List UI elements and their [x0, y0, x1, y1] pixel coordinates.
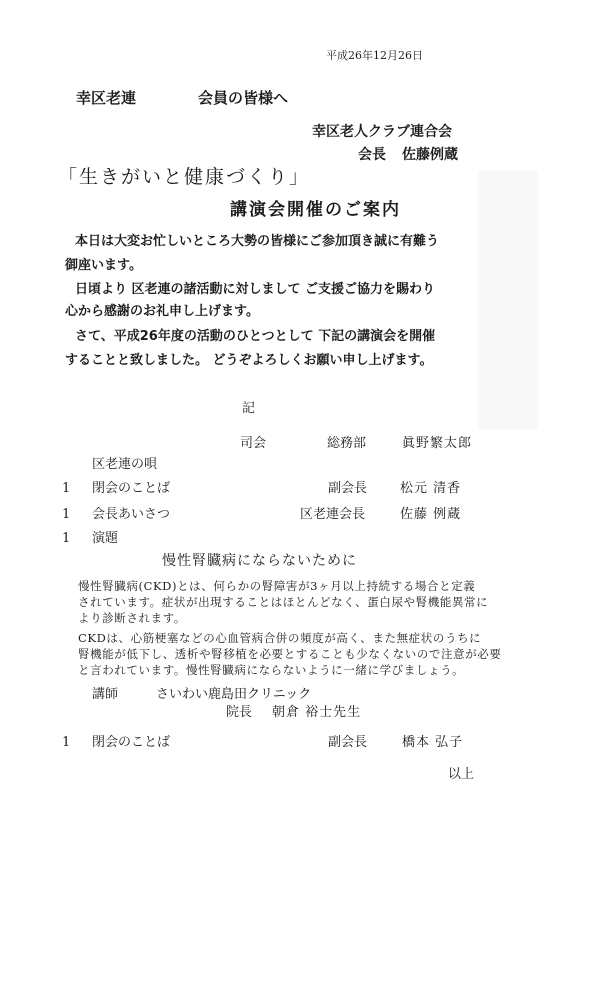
program-1-name: 松元 清香 — [400, 481, 462, 496]
addressee-org: 幸区老連 — [76, 89, 137, 107]
program-2-num: 1 — [62, 507, 71, 522]
sender-org: 幸区老人クラブ連合会 — [312, 124, 452, 140]
sender-role: 会長 — [358, 147, 386, 163]
lecture-p2-line-1: CKDは、心筋梗塞などの心血管病合併の頻度が高く、また無症状のうちに — [78, 631, 482, 645]
closing-name: 橋本 弘子 — [402, 735, 464, 750]
lecture-paragraph-1 — [78, 578, 538, 626]
program-2-role: 区老連会長 — [300, 507, 366, 522]
program-2-name: 佐藤 例蔵 — [400, 507, 462, 522]
body-line-6: することと致しました。 どうぞよろしくお願い申し上げます。 — [65, 353, 433, 368]
lecture-topic: 慢性腎臓病にならないために — [162, 553, 357, 569]
body-line-1: 本日は大変お忙しいところ大勢の皆様にご参加頂き誠に有難う — [75, 234, 440, 249]
lecture-paragraph-2 — [78, 630, 538, 678]
program-2-item: 会長あいさつ — [92, 507, 171, 522]
host-dept: 総務部 — [327, 436, 367, 451]
program-3-item: 演題 — [92, 531, 119, 546]
lecture-p2-line-2: 腎機能が低下し、透析や腎移植を必要とすることも少なくないので注意が必要 — [78, 647, 502, 661]
host-label: 司会 — [240, 436, 267, 451]
lecturer-name: 朝倉 裕士先生 — [272, 705, 362, 720]
program-1-item: 閉会のことば — [92, 481, 171, 496]
sender-name: 佐藤例蔵 — [402, 147, 458, 163]
closing-num: 1 — [62, 735, 71, 750]
body-line-3: 日頃より 区老連の諸活動に対しまして ご支援ご協力を賜わり — [75, 282, 436, 297]
title-theme: 「生きがいと健康づくり」 — [58, 166, 311, 188]
host-name: 眞野繁太郎 — [402, 436, 473, 451]
lecturer-title: 院長 — [226, 705, 253, 720]
title-main: 講演会開催のご案内 — [230, 200, 401, 220]
lecture-p1-line-2: されています。症状が出現することはほとんどなく、蛋白尿や腎機能異常に — [78, 595, 489, 609]
song-label: 区老連の唄 — [92, 457, 158, 472]
program-1-num: 1 — [62, 481, 71, 496]
closing-item: 閉会のことば — [92, 735, 171, 750]
lecture-p1-line-3: より診断されます。 — [78, 611, 186, 625]
body-line-4: 心から感謝のお礼申し上げます。 — [65, 304, 259, 319]
lecturer-clinic: さいわい鹿島田クリニック — [156, 687, 312, 702]
closing-role: 副会長 — [328, 735, 368, 750]
body-line-2: 御座います。 — [65, 258, 142, 273]
lecture-p2-line-3: と言われています。慢性腎臓病にならないように一緒に学びましょう。 — [78, 663, 465, 677]
document-date: 平成26年12月26日 — [326, 49, 423, 62]
body-line-5: さて、平成26年度の活動のひとつとして 下記の講演会を開催 — [75, 329, 436, 344]
ki-label: 記 — [242, 401, 256, 416]
program-3-num: 1 — [62, 531, 71, 546]
program-1-role: 副会長 — [328, 481, 368, 496]
end-mark: 以上 — [448, 767, 475, 782]
bleed-through — [478, 170, 538, 430]
lecturer-label: 講師 — [92, 687, 119, 702]
lecture-p1-line-1: 慢性腎臓病(CKD)とは、何らかの腎障害が3ヶ月以上持続する場合と定義 — [78, 579, 476, 593]
addressee-members: 会員の皆様へ — [198, 89, 289, 107]
